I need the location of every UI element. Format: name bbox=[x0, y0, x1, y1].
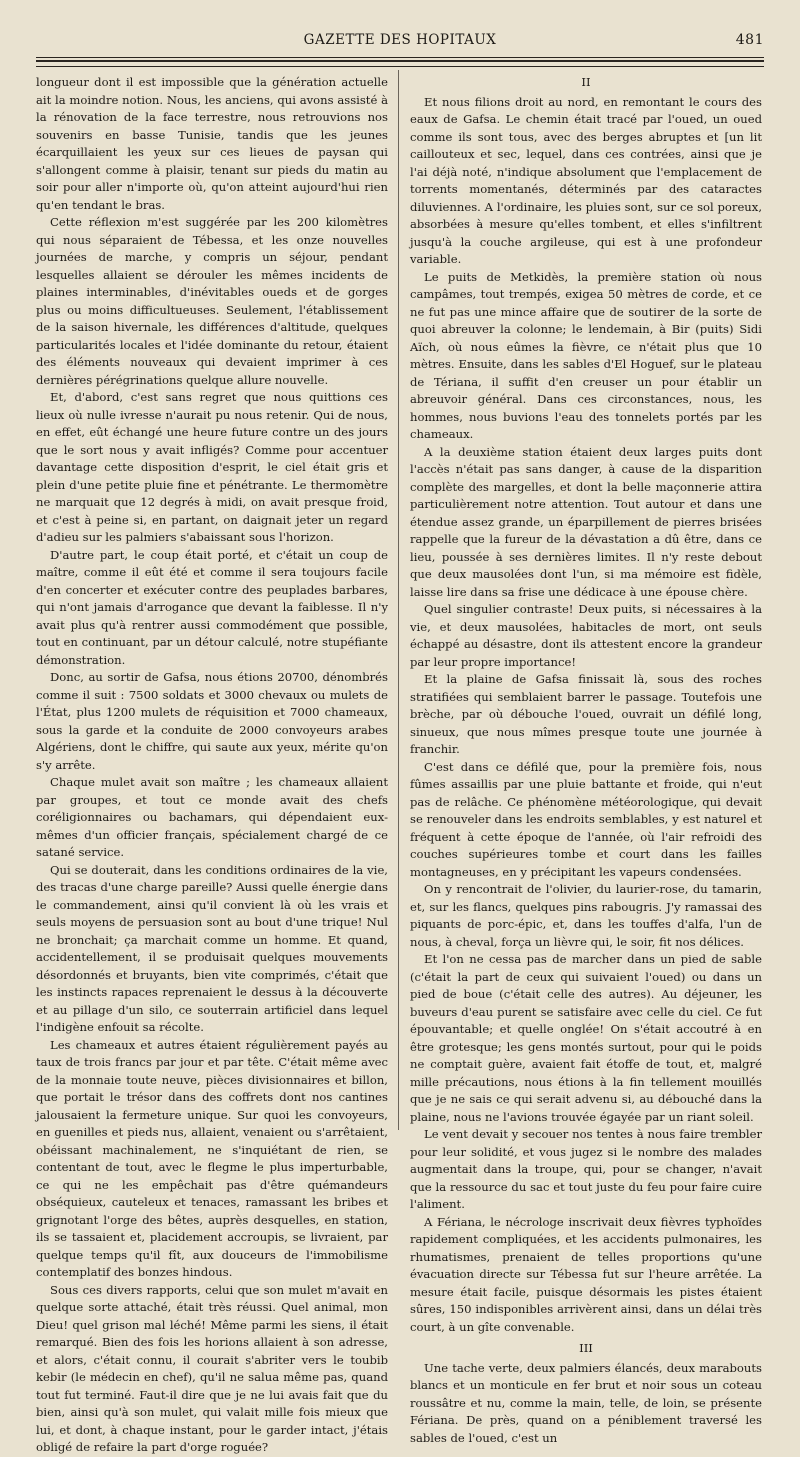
header-rule-top bbox=[36, 57, 764, 58]
left-paragraph: Qui se douterait, dans les conditions ordinaires de la vie, des tracas d'une charge pareille? Aussi quelle énergie dans le commandement, ainsi qu'il convient là où les vrais et seuls moyens de persuasion sont au bout d'une trique! Nul ne bronchait; ça marchait comme un homme. Et quand, accidentellement, il se produisait quelques mouvements désordonnés et bruyants, bien vite comprimés, c'était que les instincts rapaces reprenaient le dessus à la découverte et au pillage d'un silo, ce souterrain artificiel dans lequel l'indigène enfouit sa récolte. bbox=[36, 862, 388, 1034]
left-paragraph: Sous ces divers rapports, celui que son mulet m'avait en quelque sorte attaché, était très réussi. Quel animal, mon Dieu! quel grison mal léché! Même parmi les siens, il était remarqué. Bien des fois les horions allaient à son adresse, et alors, c'était connu, il courait s'abriter vers le toubib kebir (le médecin en chef), qu'il ne salua même pas, quand tout fut terminé. Faut-il dire que je ne lui avais fait que du bien, ainsi qu'à son mulet, qui valait mille fois mieux que lui, et dont, à chaque instant, pour le garder intact, j'étais obligé de refaire la part d'orge roguée? bbox=[36, 1282, 388, 1454]
page-number: 481 bbox=[735, 32, 764, 48]
left-column bbox=[36, 74, 388, 1454]
right-paragraph: A la deuxième station étaient deux larges puits dont l'accès n'était pas sans danger, à cause de la disparition complète des margelles, et dont la belle maçonnerie attira particulièrement notre attention. Tout autour et dans une étendue assez grande, un éparpillement de pierres brisées rappelle que la fureur de la dévastation a dû être, dans ce lieu, poussée à ses dernières limites. Il n'y reste debout que deux mausolées dont l'un, si ma mémoire est fidèle, laisse lire dans sa frise une dédicace à une épouse chère. bbox=[410, 444, 762, 599]
right-column bbox=[410, 74, 762, 1445]
header-rule-bottom bbox=[36, 66, 764, 67]
section-heading-ii: II bbox=[581, 75, 591, 89]
right-paragraph: Et la plaine de Gafsa finissait là, sous des roches stratifiées qui semblaient barrer le passage. Toutefois une brèche, par où débouche l'oued, ouvrait un défilé long, sinueux, que nous mîmes presque toute une journée à franchir. bbox=[410, 672, 762, 756]
journal-title: GAZETTE DES HOPITAUX bbox=[303, 32, 497, 48]
page-header bbox=[36, 30, 764, 52]
right-paragraph: Quel singulier contraste! Deux puits, si nécessaires à la vie, et deux mausolées, habitacles de mort, ont seuls échappé au désastre, dont ils attestent encore la grandeur par leur propre importance! bbox=[410, 602, 762, 669]
right-paragraph: Le vent devait y secouer nos tentes à nous faire trembler pour leur solidité, et vous jugez si le nombre des malades augmentait dans la troupe, qui, pour se changer, n'avait que la ressource du sac et tout juste du feu pour faire cuire l'aliment. bbox=[410, 1127, 762, 1211]
right-paragraph: A Fériana, le nécrologe inscrivait deux fièvres typhoïdes rapidement compliquées, et les accidents pulmonaires, les rhumatismes, prenaient de telles proportions qu'une évacuation directe sur Tébessa fut sur l'heure arrêtée. La mesure était facile, puisque désormais les pistes étaient sûres, 150 indisponibles arrivèrent ainsi, dans un délai très court, à un gîte convenable. bbox=[410, 1214, 762, 1334]
right-paragraph: Une tache verte, deux palmiers élancés, deux marabouts blancs et un monticule en fer brut et noir sous un coteau roussâtre et nu, comme la main, telle, de loin, se présente Fériana. De près, quand on a péniblement traversé les sables de l'oued, c'est un bbox=[410, 1360, 762, 1445]
left-paragraph: Et, d'abord, c'est sans regret que nous quittions ces lieux où nulle ivresse n'aurait pu nous retenir. Qui de nous, en effet, eût échangé une heure future contre un des jours que le sort nous y avait infligés? Comme pour accentuer davantage cette disposition d'esprit, le ciel était gris et plein d'une petite pluie fine et pénétrante. Le thermomètre ne marquait que 12 degrés à midi, on avait presque froid, et c'est à peine si, en partant, on daignait jeter un regard d'adieu sur les palmiers s'abaissant sous l'horizon. bbox=[36, 390, 388, 544]
left-paragraph: Les chameaux et autres étaient régulièrement payés au taux de trois francs par jour et par tête. C'était même avec de la monnaie toute neuve, pièces divisionnaires et billon, que portait le trésor dans des coffrets dont nos cantines jalousaient la fermeture unique. Sur quoi les convoyeurs, en guenilles et pieds nus, allaient, venaient ou s'arrêtaient, obéissant machinalement, ne s'inquiétant de rien, se contentant de tout, avec le flegme le plus imperturbable, ce qui ne les empêchait pas d'être quémandeurs obséquieux, cauteleux et tenaces, ramassant les bribes et grignotant l'orge des bêtes, auprès desquelles, en station, ils se tassaient et, placidement accroupis, se livraient, par quelque temps qu'il fît, aux douceurs de l'immobilisme contemplatif des bonzes hindous. bbox=[36, 1037, 388, 1279]
right-paragraph: On y rencontrait de l'olivier, du laurier-rose, du tamarin, et, sur les flancs, quelques pins rabougris. J'y ramassai des piquants de porc-épic, et, dans les touffes d'alfa, l'un de nous, à cheval, força un lièvre qui, le soir, fit nos délices. bbox=[410, 882, 762, 949]
left-paragraph: Chaque mulet avait son maître ; les chameaux allaient par groupes, et tout ce monde avait des chefs coréligionnaires ou bachamars, qui dépendaient eux-mêmes d'un officier français, spécialement chargé de ce satané service. bbox=[36, 775, 388, 859]
left-paragraph: Cette réflexion m'est suggérée par les 200 kilomètres qui nous séparaient de Tébessa, et les onze nouvelles journées de marche, y compris un séjour, pendant lesquelles allaient se dérouler les mêmes incidents de plaines interminables, d'inévitables oueds et de gorges plus ou moins difficultueuses. Seulement, l'établissement de la saison hivernale, les différences d'altitude, quelques particularités locales et l'idée dominante du retour, étaient des éléments nouveaux qui devaient imprimer à ces dernières pérégrinations quelque allure nouvelle. bbox=[36, 215, 388, 387]
header-rule-thick bbox=[36, 60, 764, 62]
column-divider bbox=[398, 70, 399, 1130]
section-heading-iii: III bbox=[579, 1341, 593, 1355]
left-paragraph: Donc, au sortir de Gafsa, nous étions 20700, dénombrés comme il suit : 7500 soldats et 3000 chevaux ou mulets de l'État, plus 1200 mulets de réquisition et 7000 chameaux, sous la garde et la conduite de 2000 convoyeurs arabes Algériens, dont le chiffre, qui saute aux yeux, mérite qu'on s'y arrête. bbox=[36, 670, 388, 772]
right-paragraph: Le puits de Metkidès, la première station où nous campâmes, tout trempés, exigea 50 mètres de corde, et ce ne fut pas une mince affaire que de soutirer de la sorte de quoi abreuver la colonne; le lendemain, à Bir (puits) Sidi Aïch, où nous eûmes la fièvre, ce n'était plus que 10 mètres. Ensuite, dans les sables d'El Hoguef, sur le plateau de Tériana, il suffit d'en creuser un pour établir un abreuvoir général. Dans ces circonstances, nous, les hommes, nous buvions l'eau des tonnelets portés par les chameaux. bbox=[410, 269, 762, 441]
left-paragraph: D'autre part, le coup était porté, et c'était un coup de maître, comme il eût été et comme il sera toujours facile d'en concerter et exécuter contre des peuplades barbares, qui n'ont jamais d'arrogance que devant la faiblesse. Il n'y avait plus qu'à rentrer aussi commodément que possible, tout en continuant, par un détour calculé, notre stupéfiante démonstration. bbox=[36, 547, 388, 667]
left-paragraph: longueur dont il est impossible que la génération actuelle ait la moindre notion. Nous, les anciens, qui avons assisté à la rénovation de la face terrestre, nous retrouvions nos souvenirs en basse Tunisie, tandis que les jeunes écarquillaient les yeux sur ces lieues de paysan qui s'allongent comme à plaisir, tenant sur pieds du matin au soir pour aller n'importe où, qu'on atteint aujourd'hui rien qu'en tendant le bras. bbox=[36, 75, 388, 212]
right-paragraph: C'est dans ce défilé que, pour la première fois, nous fûmes assaillis par une pluie battante et froide, qui n'eut pas de relâche. Ce phénomène météorologique, qui devait se renouveler dans les endroits semblables, y est naturel et fréquent à cette époque de l'année, où l'air refroidi des couches supérieures tombe et court dans les failles montagneuses, en y précipitant les vapeurs condensées. bbox=[410, 759, 762, 879]
right-paragraph: Et l'on ne cessa pas de marcher dans un pied de sable (c'était la part de ceux qui suivaient l'oued) ou dans un pied de boue (c'était celle des autres). Au déjeuner, les buveurs d'eau purent se satisfaire avec celle du ciel. Ce fut épouvantable; et quelle onglée! On s'était accoutré à en être grotesque; les gens montés surtout, pour qui le poids ne comptait guère, avaient fait étoffe de tout, et, malgré mille précautions, nous étions à la fin tellement mouillés que je ne sais ce qui serait advenu si, au débouché dans la plaine, nous ne l'avions trouvée égayée par un riant soleil. bbox=[410, 952, 762, 1124]
right-paragraph: Et nous filions droit au nord, en remontant le cours des eaux de Gafsa. Le chemin était tracé par l'oued, un oued comme ils sont tous, avec des berges abruptes et [un lit caillouteux et sec, lequel, dans ces contrées, ainsi que je l'ai déjà noté, n'indique absolument que l'emplacement de torrents momentanés, déterminés par des cataractes diluviennes. A l'ordinaire, les pluies sont, sur ce sol poreux, absorbées à mesure qu'elles tombent, et elles s'infiltrent jusqu'à la couche argileuse, qui est à une profondeur variable. bbox=[410, 94, 762, 266]
